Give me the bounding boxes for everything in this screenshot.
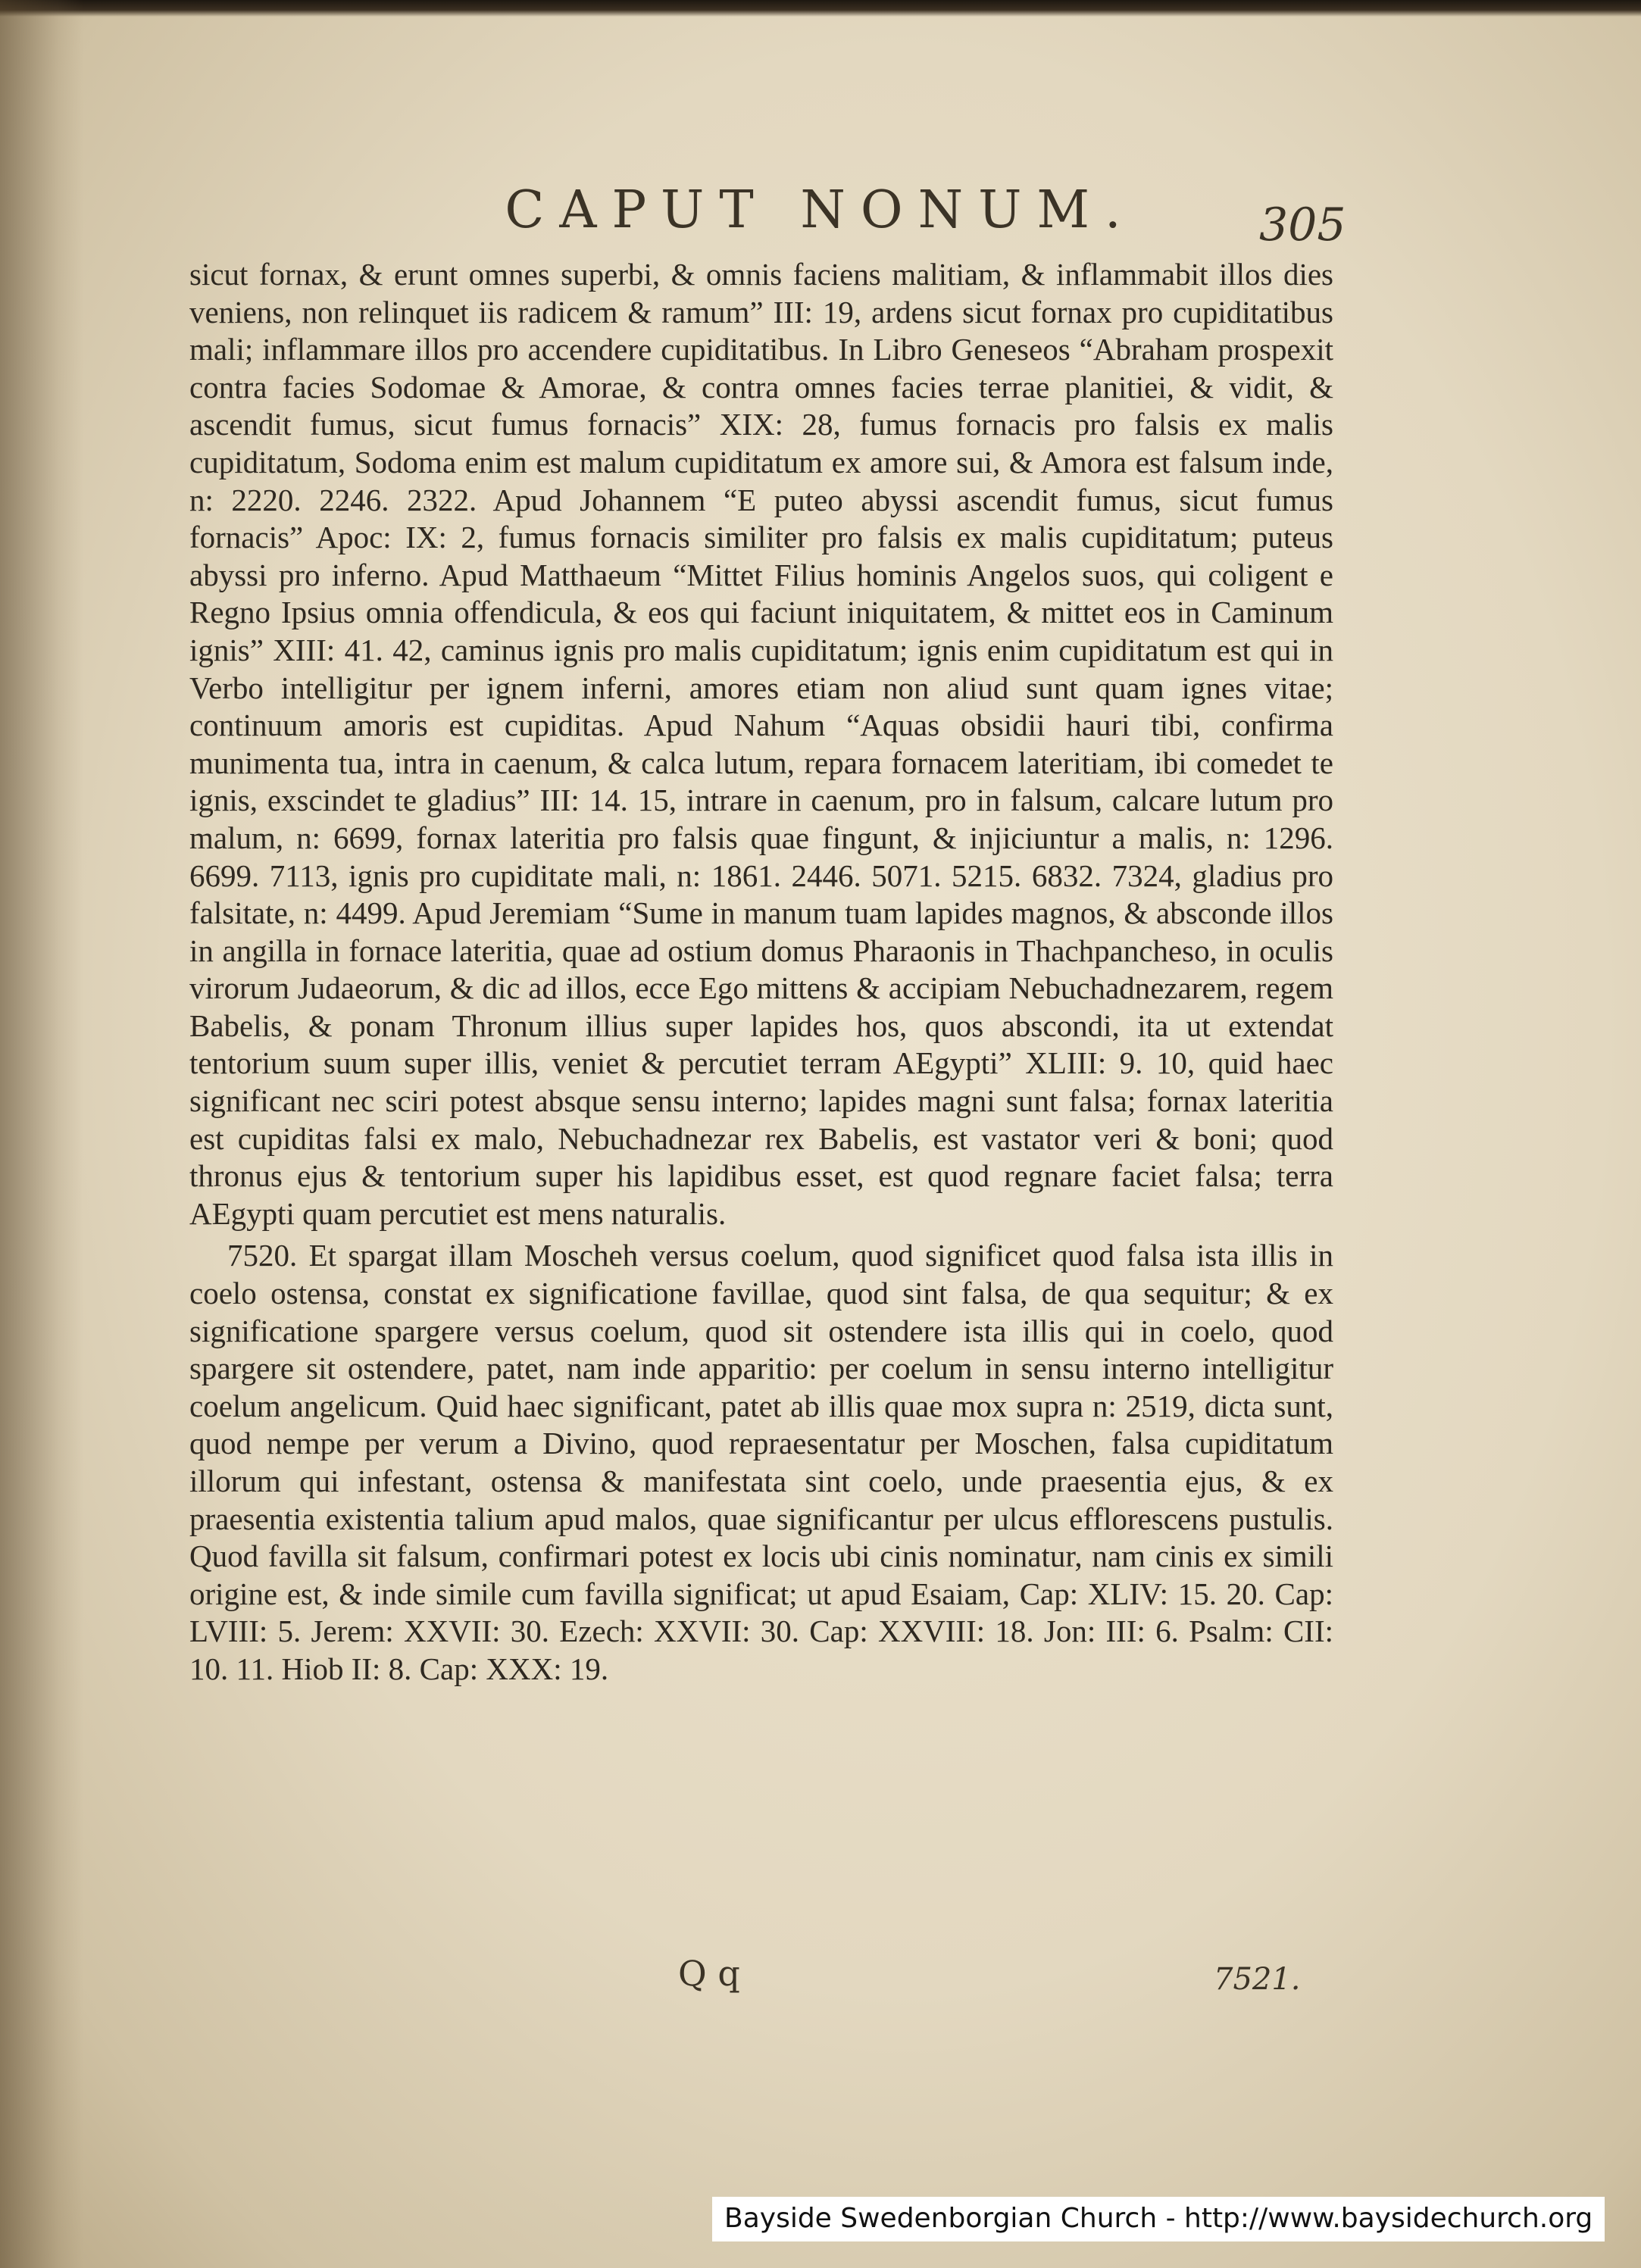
paragraph-7520: 7520. Et spargat illam Moscheh versus coelum, quod significet quod falsa ista illis in coelo ostensa, constat ex significatione favillae, quod sint falsa, de qua sequitur; & ex significatione spargere versus coelum, quod sit ostendere ista illis qui in coelo, quod spargere sit ostendere, patet, nam inde apparitio: per coelum in sensu interno intelligitur coelum angelicum. Quid haec significant, patet ab illis quae mox supra n: 2519, dicta sunt, quod nempe per verum a Divino, quod repraesentatur per Moschen, falsa cupiditatum illorum qui infestant, ostensa & manifestata sint coelo, unde praesentia ejus, & ex praesentia existentia talium apud malos, quae significantur per ulcus efflorescens pustulis. Quod favilla sit falsum, confirmari potest ex locis ubi cinis nominatur, nam cinis ex simili origine est, & inde simile cum favilla significat; ut apud Esaiam, Cap: XLIV: 15. 20. Cap: LVIII: 5. Jerem: XXVII: 30. Ezech: XXVII: 30. Cap: XXVIII: 18. Jon: III: 6. Psalm: CII: 10. 11. Hiob II: 8. Cap: XXX: 19. — [189, 1238, 1333, 1686]
running-head: CAPUT NONUM. — [505, 180, 1136, 240]
page-top-edge — [0, 0, 1641, 17]
catchword: 7521. — [1214, 1962, 1301, 1997]
body-text — [189, 256, 1333, 1689]
watermark-banner: Bayside Swedenborgian Church - http://www.baysidechurch.org — [712, 2197, 1605, 2241]
paragraph-continued: sicut fornax, & erunt omnes superbi, & omnis faciens malitiam, & inflammabit illos dies veniens, non relinquet iis radicem & ramum” III: 19, ardens sicut fornax pro cupiditatibus mali; inflammare illos pro accendere cupiditatibus. In Libro Geneseos “Abraham prospexit contra facies Sodomae & Amorae, & contra omnes facies terrae planitiei, & vidit, & ascendit fumus, sicut fumus fornacis” XIX: 28, fumus fornacis pro falsis ex malis cupiditatum, Sodoma enim est malum cupiditatum ex amore sui, & Amora est falsum inde, n: 2220. 2246. 2322. Apud Johannem “E puteo abyssi ascendit fumus, sicut fumus fornacis” Apoc: IX: 2, fumus fornacis similiter pro falsis ex malis cupiditatum; puteus abyssi pro inferno. Apud Matthaeum “Mittet Filius hominis Angelos suos, qui coligent e Regno Ipsius omnia offendicula, & eos qui faciunt iniquitatem, & mittet eos in Caminum ignis” XIII: 41. 42, caminus ignis pro malis cupiditatum; ignis enim cupiditatum est qui in Verbo intelligitur per ignem inferni, amores etiam non aliud sunt quam ignes vitae; continuum amoris est cupiditas. Apud Nahum “Aquas obsidii hauri tibi, confirma munimenta tua, intra in caenum, & calca lutum, repara fornacem lateritiam, ibi comedet te ignis, exscindet te gladius” III: 14. 15, intrare in caenum, pro in falsum, calcare lutum pro malum, n: 6699, fornax lateritia pro falsis quae fingunt, & injiciuntur a malis, n: 1296. 6699. 7113, ignis pro cupiditate mali, n: 1861. 2446. 5071. 5215. 6832. 7324, gladius pro falsitate, n: 4499. Apud Jeremiam “Sume in manum tuam lapides magnos, & absconde illos in angilla in fornace lateritia, quae ad ostium domus Pharaonis in Thachpancheso, in oculis virorum Judaeorum, & dic ad illos, ecce Ego mittens & accipiam Nebuchadnezarem, regem Babelis, & ponam Thronum illius super lapides hos, quos abscondi, ita ut extendat tentorium suum super illis, veniet & percutiet terram AEgypti” XLIII: 9. 10, quid haec significant nec sciri potest absque sensu interno; lapides magni sunt falsa; fornax lateritia est cupiditas falsi ex malo, Nebuchadnezar rex Babelis, est vastator veri & boni; quod thronus ejus & tentorium super his lapidibus esset, est quod regnare faciet falsa; terra AEgypti quam percutiet est mens naturalis. — [189, 257, 1333, 1231]
signature-mark: Q q — [678, 1953, 740, 1994]
binding-shadow — [0, 0, 83, 2268]
page-number: 305 — [1259, 198, 1346, 251]
